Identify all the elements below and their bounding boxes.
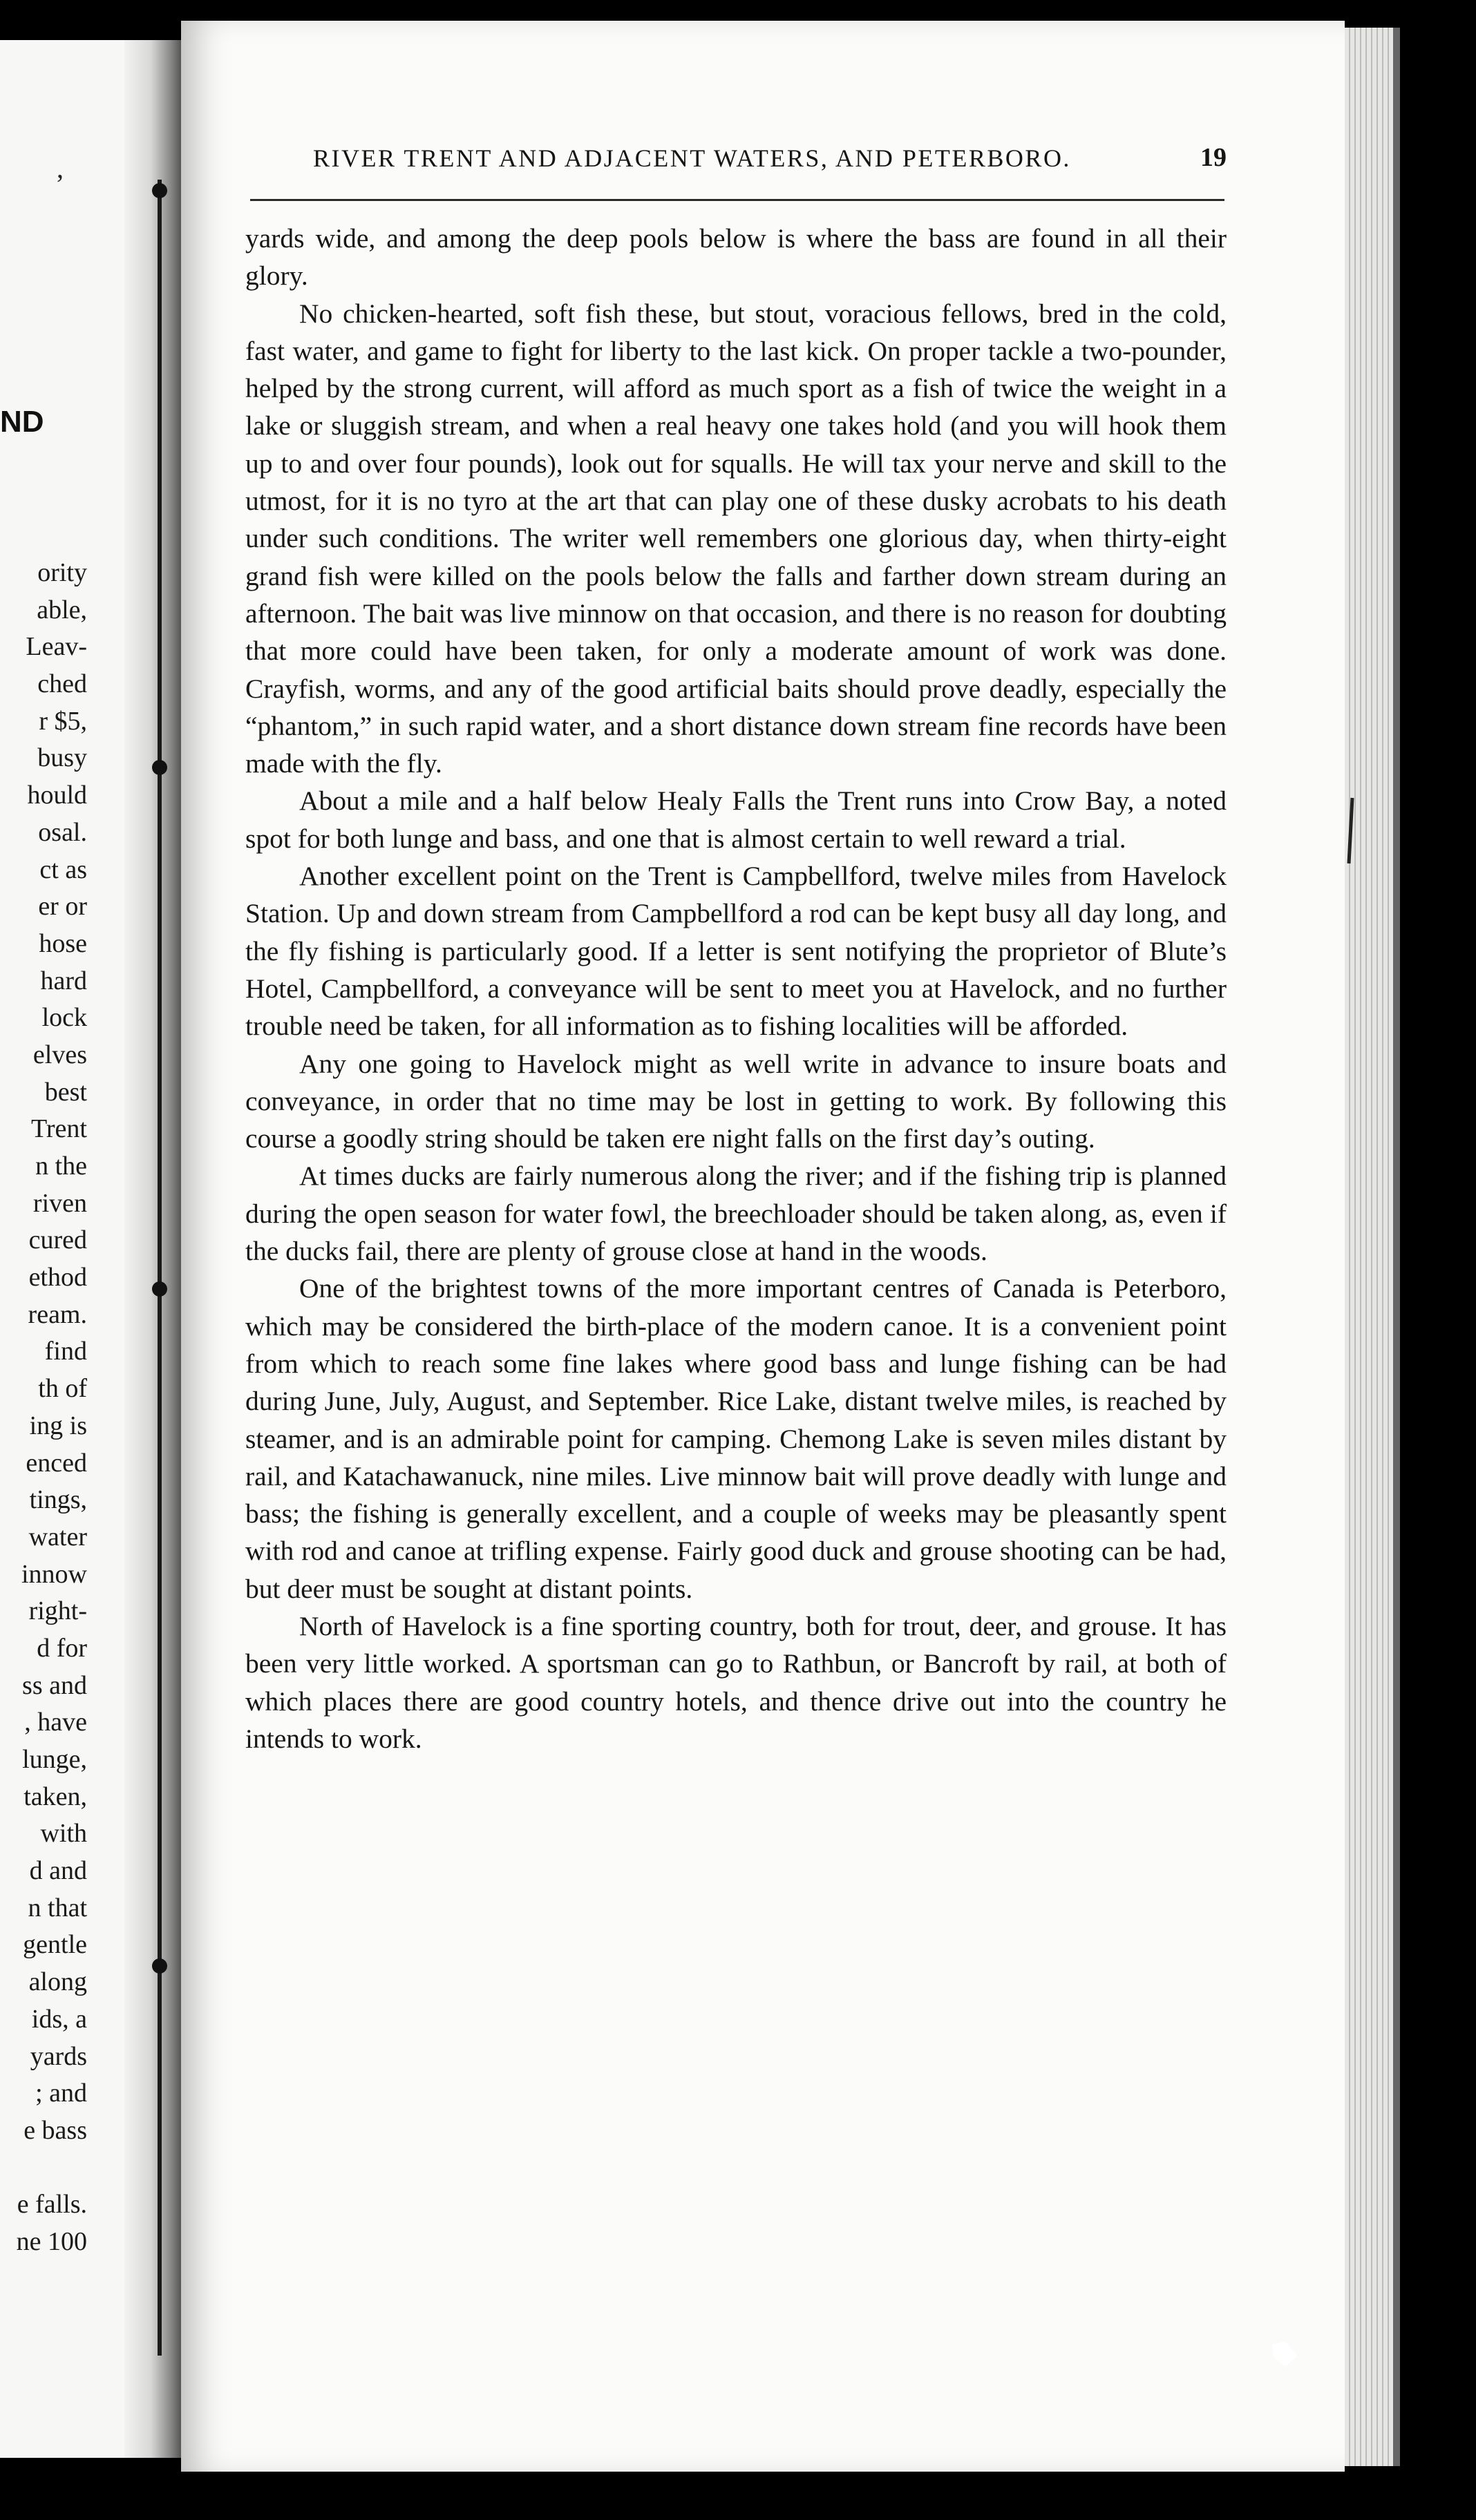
page-number: 19 — [1200, 143, 1227, 172]
facing-page-line: ct as — [39, 855, 87, 884]
header-rule — [250, 199, 1224, 201]
facing-page-line: hould — [27, 781, 87, 810]
facing-page-line: with — [40, 1819, 87, 1849]
facing-page-line: yards — [30, 2041, 87, 2071]
facing-page-line: ream. — [28, 1299, 87, 1329]
facing-page-line: right- — [28, 1596, 87, 1626]
binding-stitch — [152, 1958, 167, 1974]
facing-page-line: cured — [28, 1225, 87, 1255]
paragraph: About a mile and a half below Healy Falls the Trent runs into Crow Bay, a noted spot for both lunge and bass, and one that is almost certain to well reward a trial. — [245, 785, 1227, 854]
facing-page-line: ss and — [22, 1670, 87, 1700]
margin-mark: ‚ — [55, 153, 65, 184]
facing-page-line: best — [44, 1077, 87, 1107]
facing-page-line: e bass — [23, 2115, 87, 2145]
facing-page-line: lock — [41, 1003, 87, 1033]
paragraph: No chicken-hearted, soft fish these, but stout, voracious fellows, bred in the cold, fast water, and game to fight for liberty to the last kick. On proper tackle a two-pounder, helped by the strong current, will afford as much sport as a fish of twice the weight in a lake or sluggish stream, and when a real heavy one takes hold (and you will hook them up to and over four pounds), look out for squalls. He will tax your nerve and skill to the utmost, for it is no tyro at the art that can play one of these dusky acrobats to his death under such conditions. The writer well remembers one glorious day, when thirty-eight grand fish were killed on the pools below the falls and farther down stream during an afternoon. The bait was live minnow on that occasion, and there is no reason for doubting that more could have been taken, for only a moderate amount of work was done. Crayfish, worms, and any of the good artificial baits should prove deadly, especially the “phantom,” in such rapid water, and a short distance down stream fine records have been made with the fly. — [245, 298, 1227, 779]
facing-page-line: Leav- — [26, 632, 87, 662]
binding-stitch — [152, 1281, 167, 1297]
facing-page-line: lunge, — [22, 1745, 87, 1774]
binding-stitch — [152, 183, 167, 198]
facing-page-line: th of — [38, 1374, 87, 1404]
paragraph: At times ducks are fairly numerous along the river; and if the fishing trip is planned during the open season for water fowl, the breechloader should be taken along, as, even if the ducks fail, there are plenty of grouse close at hand in the woods. — [245, 1161, 1227, 1267]
binding-stitch — [152, 760, 167, 775]
facing-page-line: enced — [26, 1448, 87, 1478]
facing-page-line: able, — [37, 595, 87, 624]
facing-page-line: gentle — [23, 1930, 87, 1960]
paragraph: One of the brightest towns of the more important centres of Canada is Peterboro, which may be considered the birth-place of the modern canoe. It is a convenient point from which to reach some fine lakes where good bass and lunge fishing can be had during June, July, August, and September. Rice Lake, distant twelve miles, is reached by steamer, and is an admirable point for camping. Chemong Lake is seven miles distant by rail, and Katachawanuck, nine miles. Live minnow bait will prove deadly with lunge and bass; the fishing is generally excellent, and a couple of weeks may be pleasantly spent with rod and canoe at trifling expense. Fairly good duck and grouse shooting can be had, but deer must be sought at distant points. — [245, 1273, 1227, 1604]
facing-page-line-fragments — [17, 555, 87, 2261]
paragraph: Any one going to Havelock might as well write in advance to insure boats and conveyance, in order that no time may be lost in getting to work. By following this course a goodly string should be taken ere night falls on the first day’s outing. — [245, 1048, 1227, 1154]
facing-page-line: Trent — [31, 1114, 87, 1144]
body-text — [245, 220, 1227, 1757]
facing-page-line: riven — [32, 1188, 87, 1218]
facing-page-line: ing is — [29, 1411, 87, 1440]
binding-thread — [158, 180, 162, 2356]
facing-page-line: hard — [40, 966, 87, 995]
facing-page-line: r $5, — [39, 706, 87, 736]
facing-page-line: water — [28, 1522, 87, 1552]
running-head-title: RIVER TRENT AND ADJACENT WATERS, AND PETERBORO. — [313, 144, 1071, 172]
facing-page-line: tings, — [29, 1485, 87, 1515]
facing-page-line: elves — [32, 1040, 87, 1069]
facing-page-line: e falls. — [17, 2190, 87, 2220]
page-edges — [1345, 28, 1393, 2466]
facing-page-heading-fragment: ND — [0, 405, 44, 439]
facing-page-line: ched — [37, 669, 87, 699]
facing-page-line: innow — [21, 1559, 87, 1589]
facing-page-line: , have — [24, 1708, 87, 1737]
facing-page-line: ority — [37, 558, 87, 587]
paragraph: Another excellent point on the Trent is Campbellford, twelve miles from Havelock Station. Up and down stream from Campbellford a rod can be kept busy all day long, and the fly fishing is particularly good. If a letter is sent notifying the proprietor of Blute’s Hotel, Campbellford, a conveyance will be sent to meet you at Havelock, and no further trouble need be taken, for all information as to fishing localities will be afforded. — [245, 861, 1227, 1042]
facing-page-line — [17, 2150, 87, 2187]
paragraph: yards wide, and among the deep pools below is where the bass are found in all their glory. — [245, 223, 1227, 292]
facing-page-line: er or — [38, 892, 87, 922]
page-edge-shadow — [1393, 28, 1400, 2466]
facing-page-line: ids, a — [31, 2004, 87, 2034]
facing-page-line: ethod — [28, 1263, 87, 1292]
facing-page-line: osal. — [38, 817, 87, 847]
paragraph: North of Havelock is a fine sporting country, both for trout, deer, and grouse. It has been very little worked. A sportsman can go to Rathbun, or Bancroft by rail, at both of which places there are good country hotels, and thence drive out into the country he intends to work. — [245, 1610, 1227, 1754]
facing-page-line: ; and — [35, 2079, 87, 2108]
facing-page-line: hose — [39, 928, 87, 958]
facing-page-line: d for — [37, 1633, 87, 1663]
running-head — [313, 144, 1227, 185]
facing-page-line: along — [28, 1967, 87, 1997]
facing-page-line: n the — [35, 1152, 87, 1181]
facing-page-line: find — [44, 1337, 87, 1366]
facing-page-line: taken, — [23, 1782, 87, 1811]
facing-page-line: n that — [28, 1893, 87, 1922]
facing-page-line: ne 100 — [16, 2226, 87, 2256]
facing-page-line: busy — [37, 743, 87, 773]
facing-page-line: d and — [29, 1856, 87, 1886]
